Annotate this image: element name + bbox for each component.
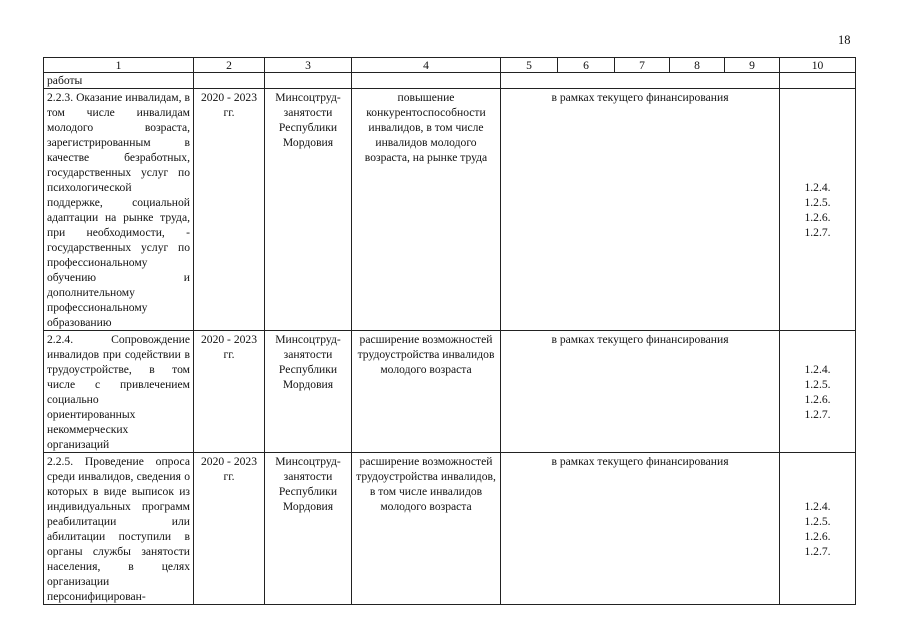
measure-description: 2.2.4. Сопровождение инвалидов при содействии в трудоустройстве, в том числе с привлечением социально ориентированных некоммерческих организаций <box>44 331 194 453</box>
measure-result: расширение возможностей трудоустройства инвалидов молодого возраста <box>352 331 501 453</box>
measure-description: 2.2.5. Проведение опроса среди инвалидов, сведения о которых в виде выписок из индивидуальных программ реабилитации или абилитации поступили в органы службы занятости населения, в целях организации персонифицирован- <box>44 453 194 605</box>
ref-item: 1.2.5. <box>804 196 831 209</box>
measure-executor: Минсоцтруд-занятости Республики Мордовия <box>265 331 352 453</box>
ref-item: 1.2.6. <box>804 393 831 406</box>
table-row <box>44 89 856 331</box>
column-number: 9 <box>725 58 780 73</box>
measure-period: 2020 - 2023 гг. <box>194 331 265 453</box>
measure-executor: Минсоцтруд-занятости Республики Мордовия <box>265 89 352 331</box>
column-number-row <box>44 58 856 73</box>
measure-period: 2020 - 2023 гг. <box>194 89 265 331</box>
column-number: 5 <box>501 58 558 73</box>
measure-result: повышение конкурентоспособности инвалидов, в том числе инвалидов молодого возраста, на рынке труда <box>352 89 501 331</box>
measures-table <box>43 57 856 605</box>
table-row <box>44 331 856 453</box>
continuation-text: работы <box>44 73 194 89</box>
column-number: 7 <box>615 58 670 73</box>
ref-item: 1.2.6. <box>804 530 831 543</box>
ref-item: 1.2.7. <box>804 226 831 239</box>
measure-description: 2.2.3. Оказание инвалидам, в том числе инвалидам молодого возраста, зарегистрированным в качестве безработных, государственных услуг по психологической поддержке, социальной адаптации на рынке труда, при необходимости, - государственных услуг по профессиональному обучению и дополнительному профессиональному образованию <box>44 89 194 331</box>
measure-executor: Минсоцтруд-занятости Республики Мордовия <box>265 453 352 605</box>
measure-funding: в рамках текущего финансирования <box>501 453 780 605</box>
ref-item: 1.2.4. <box>804 181 831 194</box>
table-row <box>44 453 856 605</box>
continuation-row <box>44 73 856 89</box>
column-number: 8 <box>670 58 725 73</box>
column-number: 10 <box>780 58 856 73</box>
column-number: 1 <box>44 58 194 73</box>
measure-refs <box>780 331 856 453</box>
measure-funding: в рамках текущего финансирования <box>501 89 780 331</box>
measure-result: расширение возможностей трудоустройства инвалидов, в том числе инвалидов молодого возраста <box>352 453 501 605</box>
ref-item: 1.2.5. <box>804 378 831 391</box>
column-number: 6 <box>558 58 615 73</box>
ref-item: 1.2.4. <box>804 500 831 513</box>
measure-refs <box>780 453 856 605</box>
ref-item: 1.2.6. <box>804 211 831 224</box>
ref-item: 1.2.5. <box>804 515 831 528</box>
column-number: 2 <box>194 58 265 73</box>
column-number: 3 <box>265 58 352 73</box>
page-number: 18 <box>838 33 851 47</box>
column-number: 4 <box>352 58 501 73</box>
ref-item: 1.2.4. <box>804 363 831 376</box>
ref-item: 1.2.7. <box>804 545 831 558</box>
measure-funding: в рамках текущего финансирования <box>501 331 780 453</box>
measure-refs <box>780 89 856 331</box>
measure-period: 2020 - 2023 гг. <box>194 453 265 605</box>
ref-item: 1.2.7. <box>804 408 831 421</box>
